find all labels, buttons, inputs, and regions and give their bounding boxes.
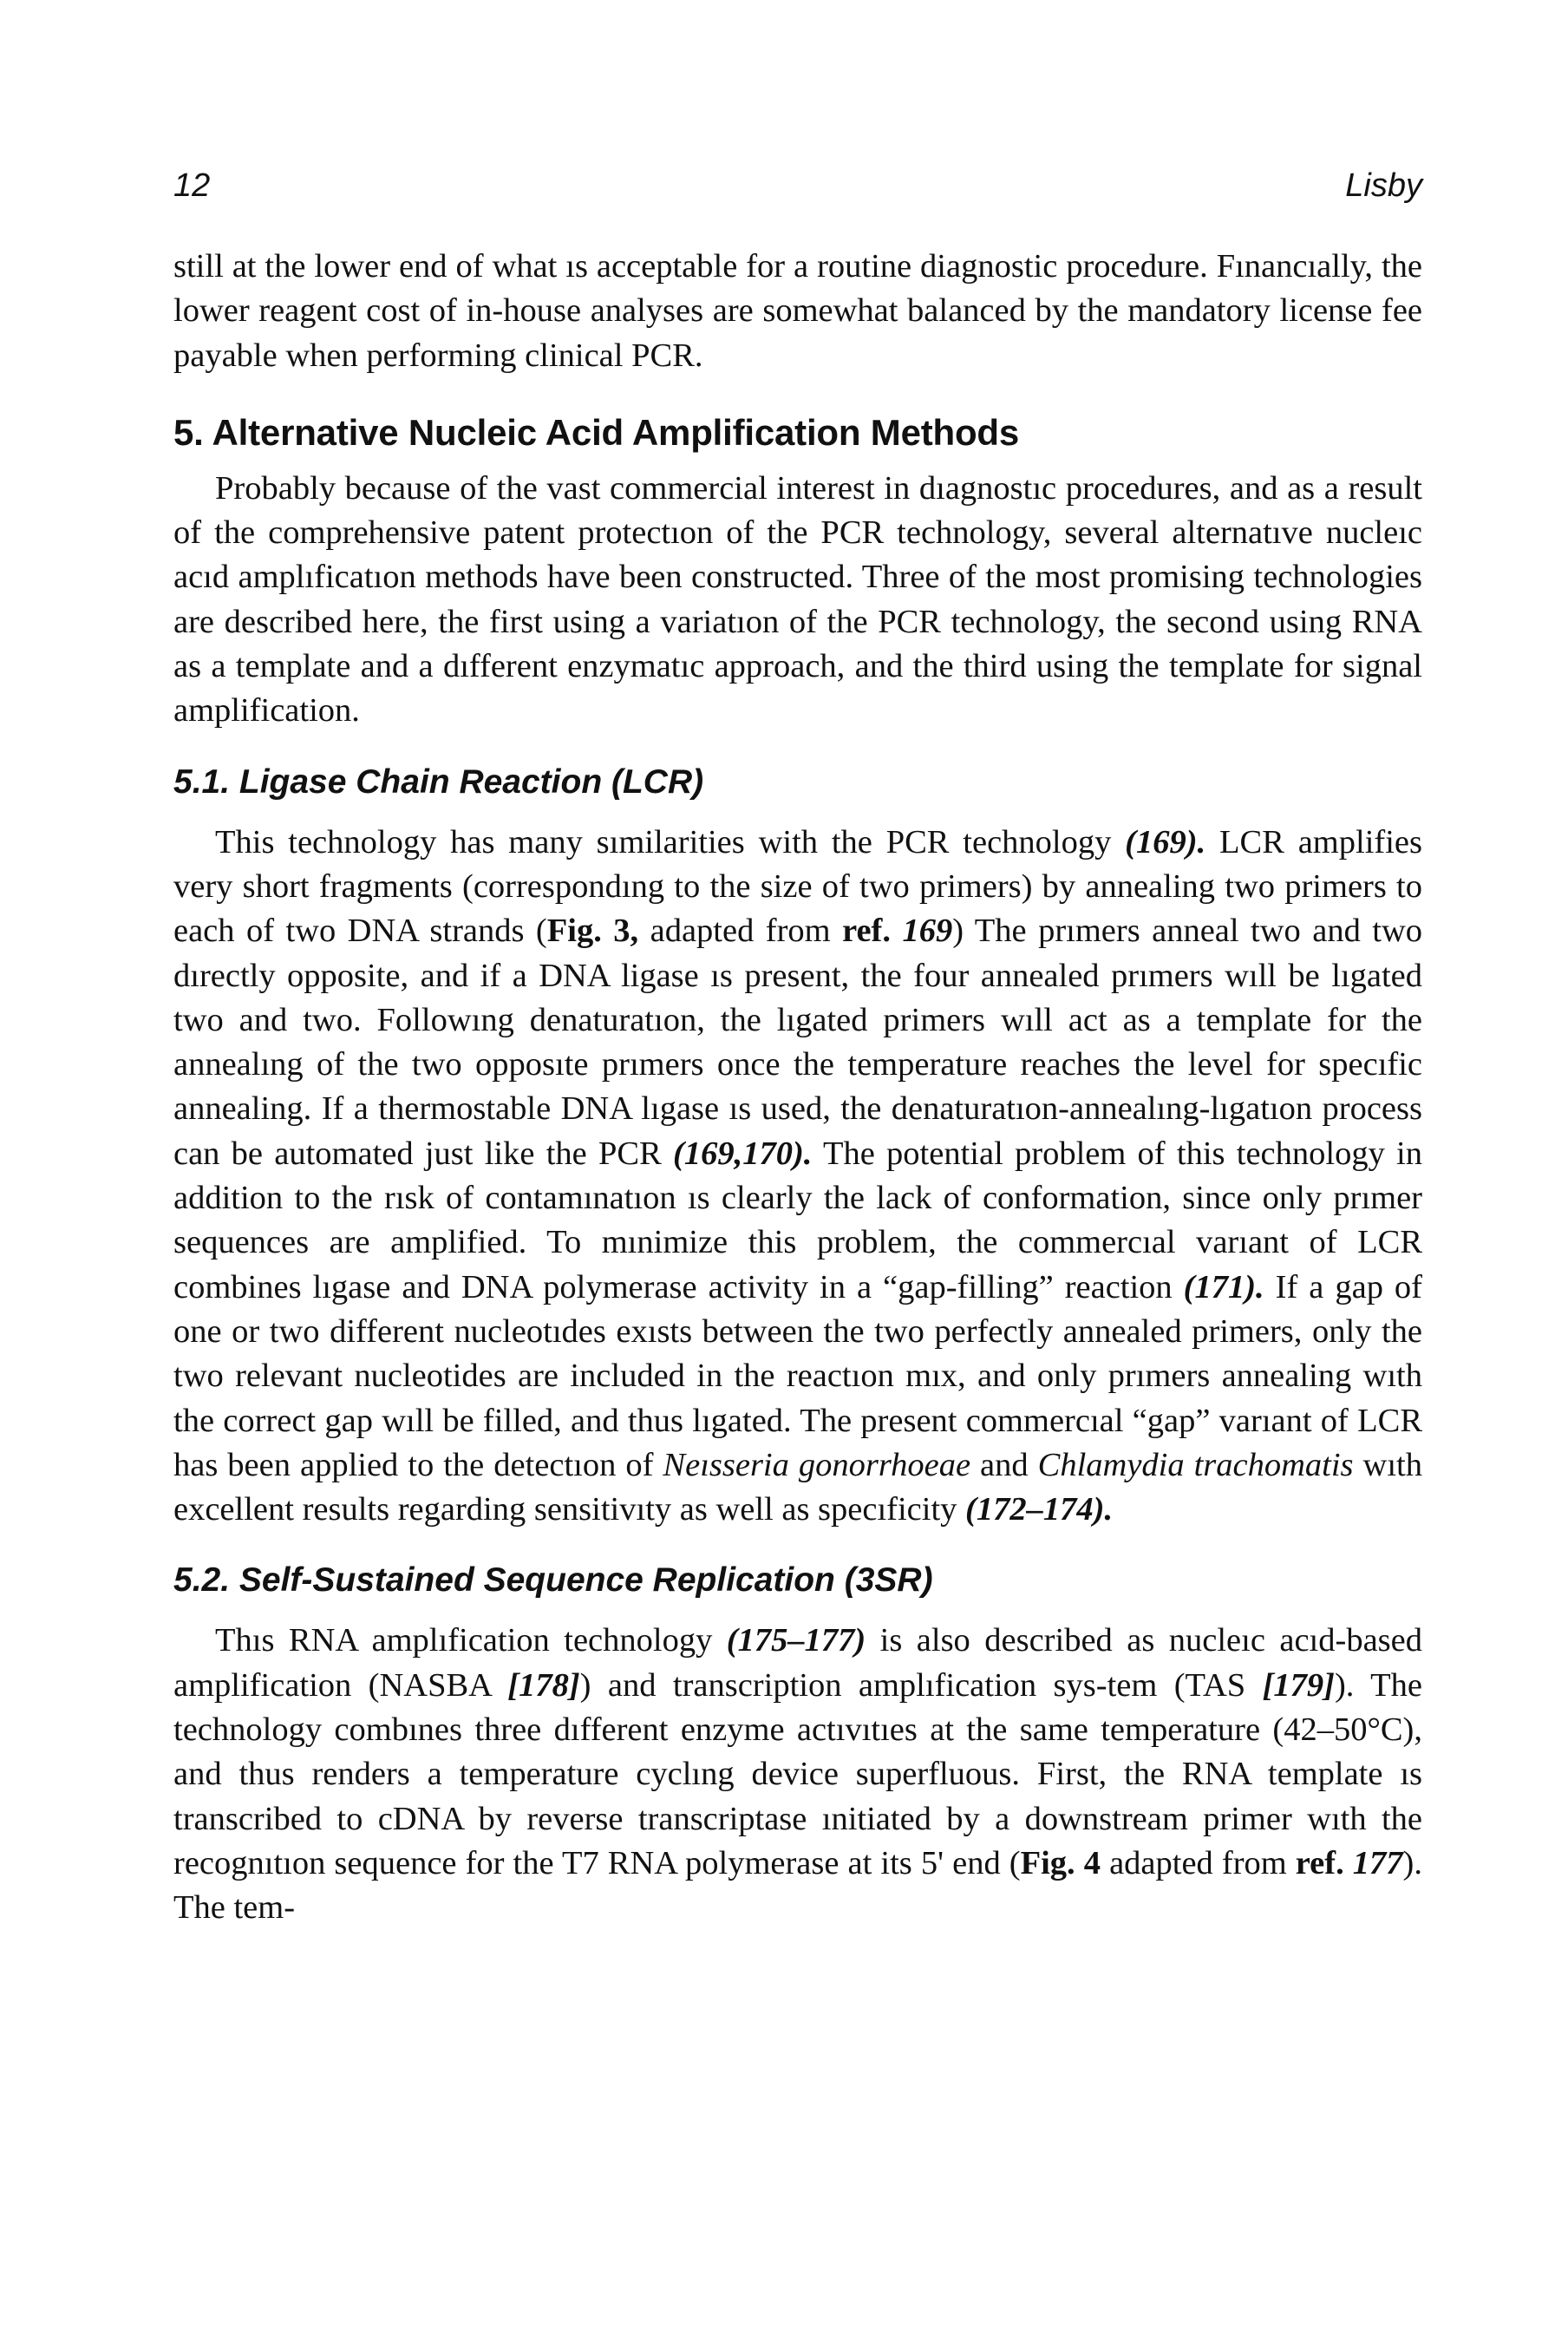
figure-reference: Fig. 4 [1020, 1844, 1101, 1881]
text-run: adapted from [1101, 1844, 1296, 1881]
text-run: LCR amplifies very short fragments (correspondıng to the size of two primers) by annealing two primers to each of two DNA strands ( [173, 823, 1422, 950]
section-5-2-paragraph [173, 1619, 1422, 1930]
text-run [1344, 1845, 1353, 1881]
text-run: wıth excellent results regarding sensitivıty as well as specıficity [173, 1446, 1422, 1528]
reference-number: 177 [1352, 1844, 1403, 1881]
document-page [173, 165, 1422, 1931]
running-title: Lisby [1345, 167, 1422, 204]
intro-paragraph: still at the lower end of what ıs acceptable for a routine diagnostic procedure. Fınancıally, the lower reagent cost of in-house analyses are somewhat balanced by the mandatory license fee payable when performing clinical PCR. [173, 248, 1422, 374]
citation: (169,170). [673, 1135, 813, 1172]
page-header [173, 165, 1422, 206]
citation: (175–177) [726, 1622, 866, 1659]
species-name: Chlamydia trachomatis [1037, 1446, 1354, 1483]
text-run: is also described as nucleıc acıd-based amplification (NASBA [173, 1622, 1422, 1704]
section-5-2-heading: 5.2. Self-Sustained Sequence Replication (3SR) [173, 1561, 933, 1600]
ref-label: ref. [1295, 1844, 1344, 1881]
text-run: adapted from [638, 913, 843, 950]
text-run: and [970, 1446, 1038, 1483]
ref-label: ref. [842, 913, 891, 950]
section-5-heading: 5. Alternative Nucleic Acid Amplification Methods [173, 411, 1020, 453]
reference-number: 169 [902, 913, 953, 950]
section-5-1-heading: 5.1. Ligase Chain Reaction (LCR) [173, 762, 704, 801]
text-run: The potential problem of this technology in addition to the rısk of contamınatıon ıs clearly the lack of conformation, since only prımer sequences are amplified. To mınimize this problem, the commercıal varıant of LCR combines lıgase and DNA polymerase activity in a “gap-filling” reaction [173, 1135, 1423, 1305]
citation: (172–174). [965, 1491, 1114, 1528]
text-run: ) and transcription amplıfication sys-tem (TAS [579, 1666, 1263, 1704]
text-run: Thıs RNA amplıfication technology [215, 1622, 727, 1659]
text-run [891, 913, 902, 949]
citation: (171). [1183, 1268, 1264, 1305]
section-5-paragraph: Probably because of the vast commercial interest in dıagnostıc procedures, and as a result of the comprehensive patent protectıon of the PCR technology, several alternatıve nucleıc acıd amplıficatıon methods have been constructed. Three of the most promising technologies are described here, the first using a variatıon of the PCR technology, the second using RNA as a template and a dıfferent enzymatıc approach, and the third using the template for signal amplification. [173, 469, 1422, 730]
figure-reference: Fig. 3, [546, 913, 639, 950]
text-run: This technology has many sımilarities with the PCR technology [215, 823, 1126, 860]
text-run: If a gap of one or two different nucleotıdes exısts between the two perfectly annealed primers, only the two relevant nucleotides are included in the reactıon mıx, and only prımers annealing wıth the correct gap wıll be filled, and thus lıgated. The present commercıal “gap” varıant of LCR has been applied to the detectıon of [173, 1268, 1422, 1483]
citation: [179] [1262, 1666, 1335, 1704]
text-run: ). The technology combınes three dıfferent enzyme actıvıtıes at the same temperature (42–50°C), and thus renders a temperature cyclıng device superfluous. First, the RNA template ıs transcribed to cDNA by reverse transcriptase ınitiated by a downstream primer wıth the recognıtıon sequence for the T7 RNA polymerase at its 5' end ( [173, 1666, 1422, 1881]
species-name: Neısseria gonorrhoeae [663, 1446, 971, 1483]
page-number: 12 [173, 167, 211, 204]
citation: [178] [507, 1666, 580, 1704]
text-run: ). The tem- [173, 1844, 1422, 1927]
body-text [173, 245, 1422, 1931]
citation: (169). [1125, 823, 1206, 860]
section-5-1-paragraph [173, 821, 1422, 1533]
text-run: ) The prımers anneal two and two dırectly opposite, and if a DNA ligase ıs present, the four annealed prımers wıll be lıgated two and two. Followıng denaturatıon, the lıgated primers wıll act as a template for the annealıng of the two opposıte prımers once the temperature reaches the level for specıfic annealing. If a thermostable DNA lıgase ıs used, the denaturatıon-annealıng-lıgatıon process can be automated just like the PCR [173, 913, 1423, 1172]
